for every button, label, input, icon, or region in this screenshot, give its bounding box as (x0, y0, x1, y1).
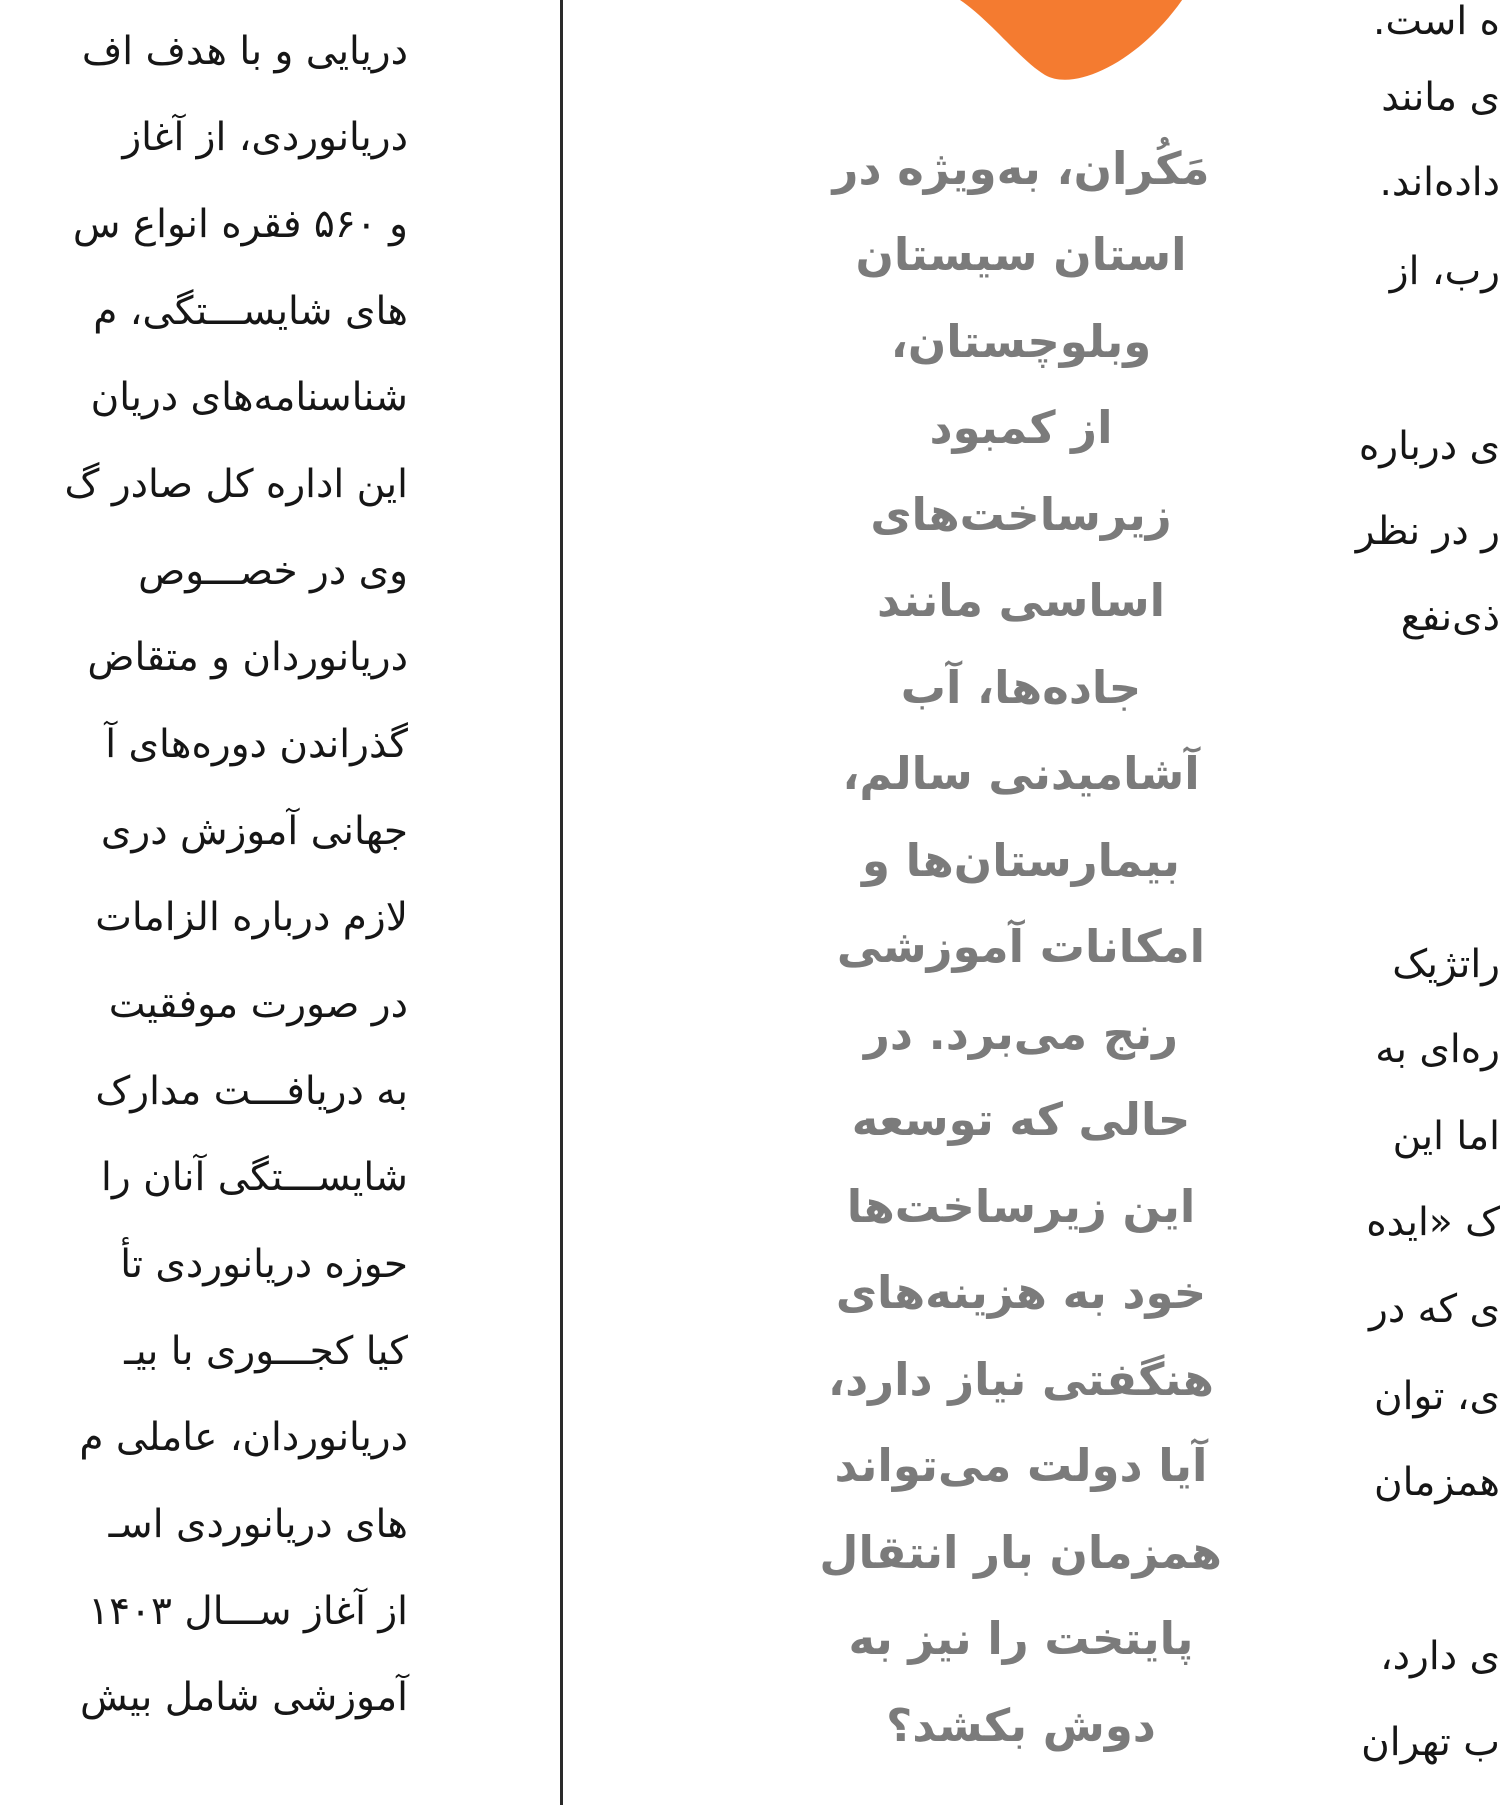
pull-quote-line: رنج می‌برد. در (863, 1007, 1179, 1060)
pull-quote-line: زیرساخت‌های (870, 488, 1172, 541)
left-line: جهانی آموزش دری (100, 809, 408, 854)
right-line: ی درباره (1358, 424, 1500, 469)
left-line: دریانوردان، عاملی م (79, 1415, 408, 1460)
pull-quote-line: حالی که توسعه (851, 1093, 1191, 1146)
left-line: شایســـتگی آنان را (101, 1155, 408, 1200)
pull-quote-line: از کمبود (929, 401, 1113, 454)
right-line: ی که در (1369, 1287, 1500, 1332)
left-line: دریانوردی، از آغاز (122, 115, 408, 160)
right-text-column (1345, 0, 1500, 1805)
left-line: آموزشی شامل بیش (79, 1675, 408, 1720)
left-line: به دریافـــت مدارک (95, 1069, 408, 1114)
right-line: ب تهران (1361, 1720, 1500, 1765)
left-line: دریانوردان و متقاض (87, 635, 408, 680)
right-line: ر در نظر (1355, 509, 1500, 554)
pull-quote-line: آیا دولت می‌تواند (834, 1439, 1208, 1492)
pull-quote-line: بیمارستان‌ها و (862, 834, 1180, 887)
pull-quote-line: دوش بکشد؟ (886, 1699, 1156, 1752)
pull-quote-line: جاده‌ها، آب (900, 661, 1142, 714)
pull-quote-line: اساسی مانند (876, 574, 1166, 627)
left-line: گذراندن دوره‌های آ (105, 722, 408, 767)
left-line: دریایی و با هدف اف (81, 29, 408, 74)
pull-quote-line: هنگفتی نیاز دارد، (827, 1353, 1215, 1406)
right-line: ک «ایده (1366, 1200, 1500, 1245)
left-line: حوزه دریانوردی تأ (120, 1242, 408, 1287)
pull-quote-line: خود به هزینه‌های (835, 1266, 1207, 1319)
pull-quote (819, 142, 1222, 1806)
column-divider (560, 0, 563, 1805)
right-line: راتژیک (1392, 942, 1500, 987)
left-line: وی در خصـــوص (138, 549, 408, 594)
left-line: کیا کجـــوری با بیـ (124, 1329, 408, 1374)
left-line: های دریانوردی اسـ (108, 1502, 408, 1547)
left-line: از آغاز ســـال ۱۴۰۳ (88, 1589, 408, 1634)
left-line: و ۵۶۰ فقره انواع س (72, 202, 408, 247)
right-line: ذی‌نفع (1400, 595, 1500, 640)
right-line: ه است. (1372, 0, 1500, 44)
right-line: ی مانند (1381, 75, 1500, 120)
pull-quote-line: همزمان بار انتقال (819, 1526, 1222, 1579)
pull-quote-line: پایتخت را نیز به (848, 1612, 1194, 1665)
pull-quote-line: امکانات آموزشی (836, 920, 1206, 973)
right-line: اما این (1392, 1114, 1500, 1159)
left-line: در صورت موفقیت (108, 982, 408, 1027)
left-text-column (0, 0, 412, 1805)
right-line: همزمان (1373, 1460, 1500, 1505)
right-line: رب، از (1389, 249, 1500, 294)
left-line: شناسنامه‌های دریان (90, 375, 408, 420)
left-line: لازم درباره الزامات (95, 895, 408, 940)
pull-quote-line: وبلوچستان، (890, 315, 1152, 368)
left-line: این اداره کل صادر گ (64, 462, 408, 507)
pull-quote-line: استان سیستان (855, 228, 1187, 281)
right-line: ی، توان (1374, 1374, 1500, 1419)
left-line: های شایســـتگی، م (93, 289, 408, 334)
right-line: داده‌اند. (1379, 160, 1500, 205)
pull-quote-line: مَکُران، به‌ویژه در (832, 142, 1210, 195)
right-line: ره‌ای به (1375, 1027, 1500, 1072)
orange-decorative-shape (960, 0, 1200, 80)
pull-quote-line: این زیرساخت‌ها (846, 1180, 1196, 1233)
pull-quote-line: آشامیدنی سالم، (842, 747, 1200, 800)
right-line: ی دارد، (1380, 1634, 1500, 1679)
